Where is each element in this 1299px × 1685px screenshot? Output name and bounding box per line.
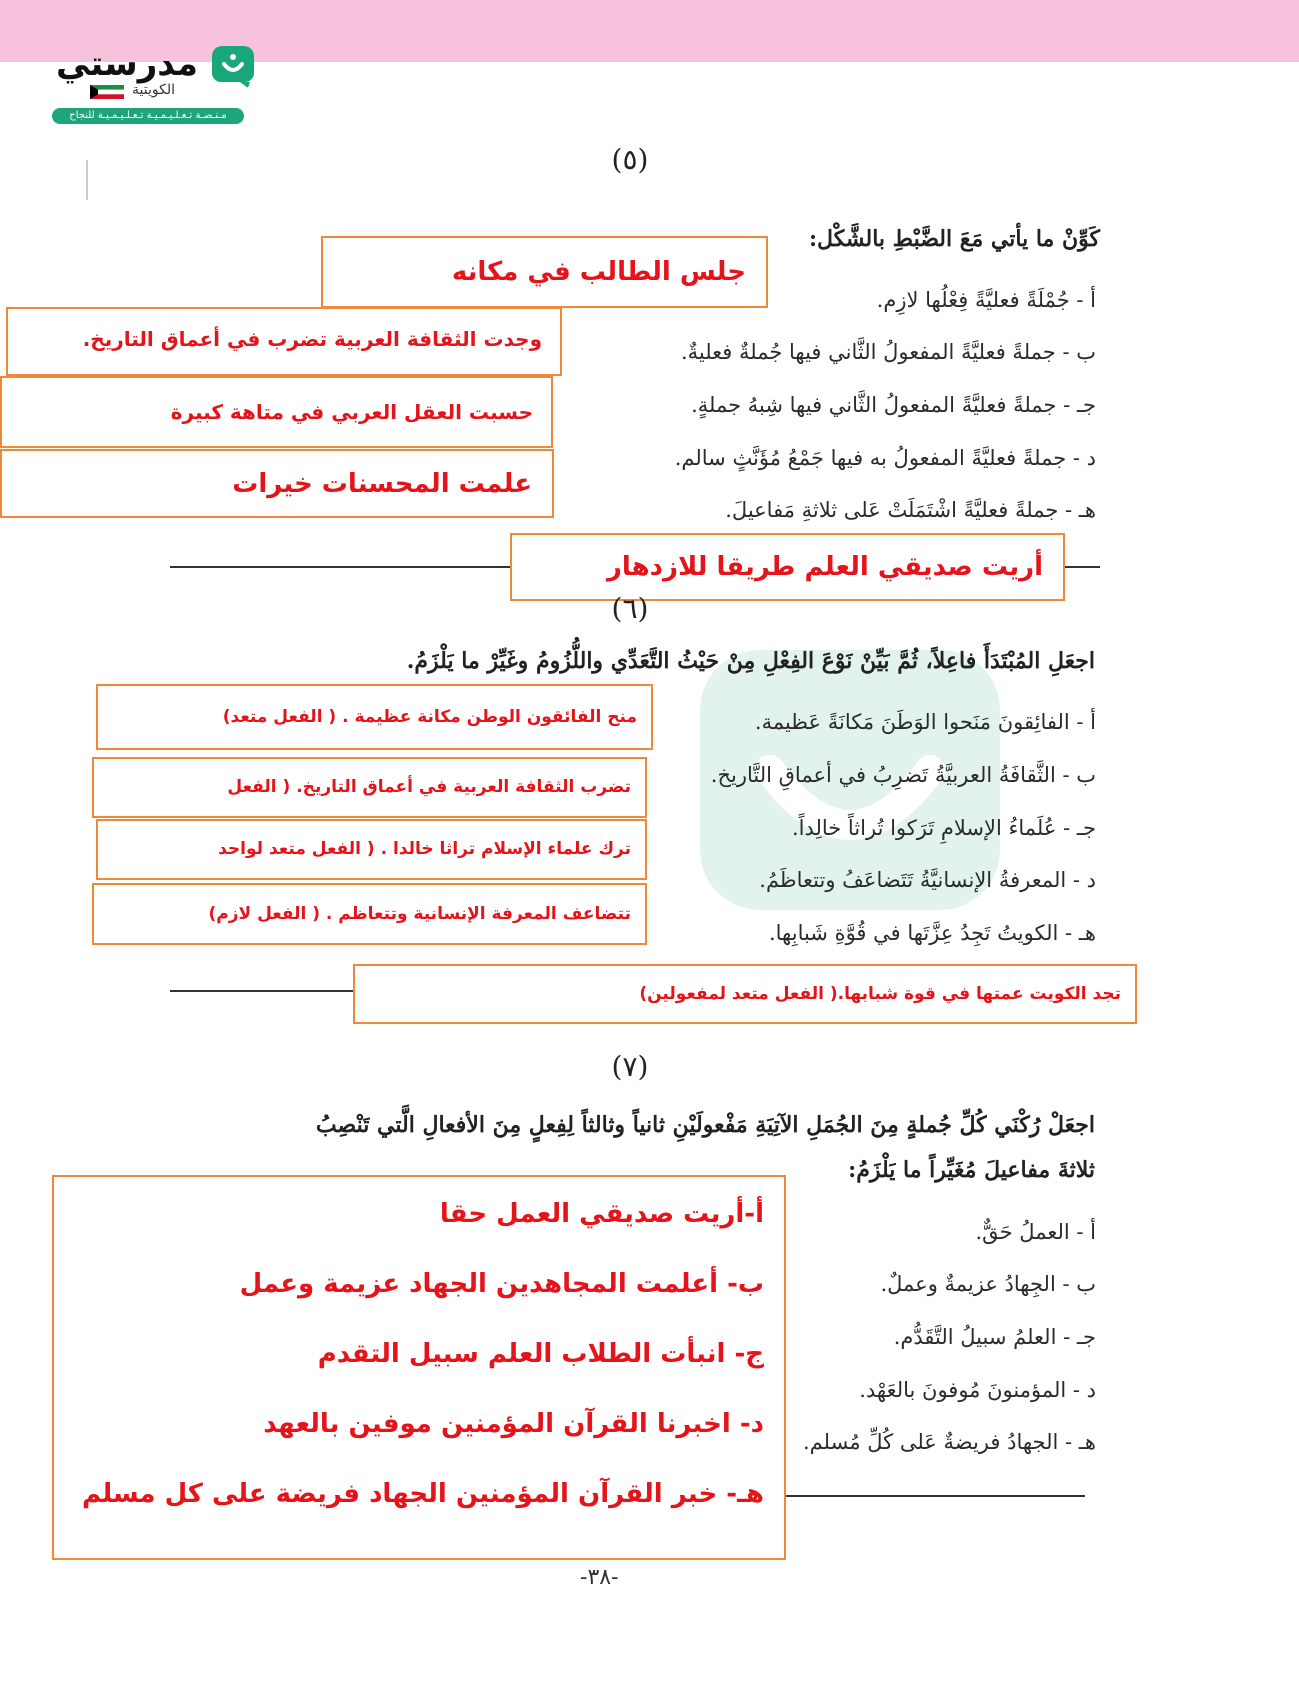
answer-box-5a: جلس الطالب في مكانه bbox=[321, 236, 768, 308]
answer-box-6b: تضرب الثقافة العربية في أعماق التاريخ. ( الفعل bbox=[92, 757, 647, 818]
answer-box-5d: علمت المحسنات خيرات bbox=[0, 449, 554, 518]
section-7-instruction-line-2: ثلاثةَ مفاعيلَ مُغَيِّراً ما يَلْزَمُ: bbox=[848, 1157, 1095, 1183]
section-5-item-d: د - جملةً فعليَّةً المفعولُ به فيها جَمْعُ مُؤَنَّثٍ سالم. bbox=[674, 446, 1096, 470]
logo-name: مدرستي bbox=[56, 44, 198, 84]
answer-box-5c: حسبت العقل العربي في متاهة كبيرة bbox=[0, 376, 553, 448]
answer-7b: ب- أعلمت المجاهدين الجهاد عزيمة وعمل bbox=[239, 1269, 764, 1299]
section-5-item-a: أ - جُمْلَةً فعليَّةً فِعْلُها لازِم. bbox=[876, 288, 1096, 312]
section-6-item-a: أ - الفائِقونَ مَنَحوا الوَطَنَ مَكانَةً عَظيمة. bbox=[754, 710, 1096, 734]
section-7-number: (٧) bbox=[611, 1050, 649, 1083]
section-5-item-b: ب - جملةً فعليَّةً المفعولُ الثَّاني فيها جُملةٌ فعليةٌ. bbox=[680, 340, 1096, 364]
section-5-number: (٥) bbox=[611, 143, 649, 176]
answer-box-5e: أريت صديقي العلم طريقا للازدهار bbox=[510, 533, 1065, 601]
answer-7a: أ-أريت صديقي العمل حقا bbox=[439, 1199, 764, 1229]
section-6-item-d: د - المعرفةُ الإنسانيَّةُ تَتَضاعَفُ وتتعاظَمُ. bbox=[759, 868, 1096, 892]
logo-slogan: مـنـصـة تـعـلـيـمـيـة تـعـلـيـمـيـة للنجاح والتفوق bbox=[52, 108, 244, 124]
answer-7c: ج- انبأت الطلاب العلم سبيل التقدم bbox=[317, 1339, 764, 1369]
section-7-item-d: د - المؤمنونَ مُوفونَ بالعَهْد. bbox=[859, 1378, 1096, 1402]
logo-subtitle: الكويتية bbox=[132, 82, 175, 98]
answer-box-6c: ترك علماء الإسلام تراثا خالدا . ( الفعل متعد لواحد bbox=[96, 819, 647, 880]
section-7-divider bbox=[780, 1495, 1085, 1497]
section-5-instruction: كَوِّنْ ما يأتي مَعَ الضَّبْطِ بالشَّكْل: bbox=[808, 226, 1100, 252]
section-7-item-c: جـ - العلمُ سبيلُ التَّقَدُّم. bbox=[893, 1325, 1096, 1349]
answer-box-6a: منح الفائقون الوطن مكانة عظيمة . ( الفعل متعد) bbox=[96, 684, 653, 750]
section-5-item-e: هـ - جملةً فعليَّةً اشْتَمَلَتْ عَلى ثلاثةِ مَفاعيلَ. bbox=[725, 498, 1096, 522]
margin-line bbox=[86, 160, 88, 200]
logo-badge-icon bbox=[212, 46, 254, 88]
section-6-divider bbox=[170, 990, 355, 992]
section-7-instruction-line-1: اجعَلْ رُكْنَي كُلِّ جُملةٍ مِنَ الجُمَلِ الآتِيَةِ مَفْعولَيْنِ ثانياً وثالثاً لِفِعلٍ مِنَ الأفعالِ الَّتي تَنْصِبُ bbox=[315, 1112, 1095, 1138]
kuwait-flag-icon bbox=[90, 85, 124, 99]
section-7-item-b: ب - الجِهادُ عزيمةٌ وعملٌ. bbox=[880, 1272, 1096, 1296]
section-6-instruction: اجعَلِ المُبْتَدَأَ فاعِلاً، ثُمَّ بَيِّنْ نَوْعَ الفِعْلِ مِنْ حَيْثُ التَّعَدِّي واللُّزُومُ وغَيِّرْ ما يَلْزَمُ. bbox=[406, 648, 1095, 674]
section-6-number: (٦) bbox=[611, 592, 649, 625]
watermark-logo-icon bbox=[660, 650, 1040, 960]
section-6-item-b: ب - الثَّقافَةُ العربيَّةُ تَضرِبُ في أعماقِ التَّاريخ. bbox=[710, 763, 1096, 787]
answer-box-5b: وجدت الثقافة العربية تضرب في أعماق التاريخ. bbox=[6, 307, 562, 376]
site-logo[interactable] bbox=[52, 38, 252, 137]
section-5-item-c: جـ - جملةً فعليَّةً المفعولُ الثَّاني فيها شِبهُ جملةٍ. bbox=[691, 393, 1096, 417]
answer-7d: د- اخبرنا القرآن المؤمنين موفين بالعهد bbox=[263, 1409, 764, 1439]
section-7-item-e: هـ - الجهادُ فريضةٌ عَلى كُلِّ مُسلم. bbox=[802, 1430, 1096, 1454]
answer-box-6d: تتضاعف المعرفة الإنسانية وتتعاظم . ( الفعل لازم) bbox=[92, 883, 647, 945]
answer-box-6e: تجد الكويت عمتها في قوة شبابها.( الفعل متعد لمفعولين) bbox=[353, 964, 1137, 1024]
section-7-item-a: أ - العملُ حَقٌّ. bbox=[975, 1220, 1096, 1244]
section-6-item-e: هـ - الكويتُ تَجِدُ عِزَّتَها في قُوَّةِ شَبابِها. bbox=[768, 921, 1096, 945]
section-6-item-c: جـ - عُلَماءُ الإسلامِ تَرَكوا تُراثاً خالِداً. bbox=[791, 816, 1096, 840]
page-number: -٣٨- bbox=[580, 1565, 619, 1590]
answer-7e: هـ- خبر القرآن المؤمنين الجهاد فريضة على كل مسلم bbox=[81, 1479, 764, 1509]
section-7-answer-box bbox=[52, 1175, 786, 1560]
